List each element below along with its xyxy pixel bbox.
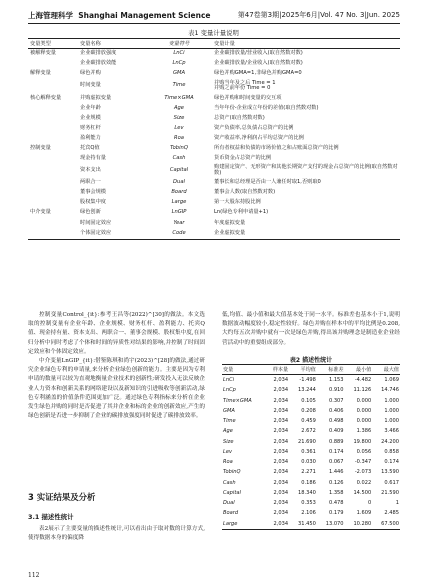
table1-cell (28, 134, 78, 144)
table2-row (222, 447, 400, 457)
table2-cell: -4.482 (354, 377, 372, 384)
table2-row (222, 416, 400, 426)
table2-row (222, 498, 400, 508)
table2-cell: 2,034 (273, 418, 289, 425)
running-header (28, 8, 400, 23)
descriptive-stats-paragraph: 表2展示了主要变量的描述性统计,可以看出由于取对数的计算方式,使得数据本身的偏度降 (28, 526, 205, 542)
table2-cell: 0.361 (301, 448, 316, 455)
table2-cell: 0.307 (328, 397, 344, 404)
table2-cell: 18.340 (298, 489, 316, 496)
table1-header-cell: 变量类型 (28, 39, 78, 49)
table2-title: 表2 描述性统计 (289, 357, 333, 364)
table2-cell: 2,034 (273, 469, 289, 476)
table2-cell: 14.500 (353, 489, 372, 496)
table2-row (222, 375, 400, 386)
table1-cell: 资本支出 (80, 167, 101, 174)
table1-cell: 股权集中度 (80, 199, 106, 206)
table2-cell: 0.056 (356, 448, 372, 455)
table1-cell (28, 113, 78, 123)
table1-cell: Roa (174, 134, 184, 141)
table1-header-cell: 变量计量 (212, 39, 400, 49)
table1-cell: 董事会规模 (80, 189, 106, 196)
table1-row (28, 69, 400, 79)
table2-row (222, 457, 400, 467)
table2-cell: 2.271 (301, 469, 316, 476)
table2-cell: 31.450 (289, 519, 317, 530)
table1-cell: 被解释变量 (30, 50, 56, 57)
table2-cell: Large (222, 519, 265, 530)
table1-cell (28, 198, 78, 208)
table2-cell: 2,034 (273, 407, 289, 414)
table2-cell: 0.000 (356, 397, 372, 404)
table2-cell: 0.208 (301, 407, 316, 414)
subsection-heading: 3.1 描述性统计 (28, 513, 74, 521)
table2-row (222, 396, 400, 406)
mediator-variable-paragraph: 中介变量LnGIP_{it}:借鉴陈琪和尚宇(2023)^[28]的做法,通过研究企业绿色专利的申请量,来分析企业绿色创新的能力。主要是因为专利申请的数量可以较为直观地衡量企业技术的创新性;研发投入无法反映企业人力资本和创新关系的网络建设以及新知识的引进吸收等创新活动,绿色专利涵盖的价值条件范围更加广泛。通过绿色专利指标来分析在企业发生绿色并购的同时是否促进了其并企业和标的企业的创新效应,产生的绿色创新是否进一步抑制了企业的碳排放强度同时促进了碳排放效率。 (28, 358, 205, 420)
table1-cell: 绿色并购GMA=1,非绿色并购GMA=0 (214, 70, 302, 77)
table1-row (28, 188, 400, 198)
table2-cell: 2,034 (273, 377, 289, 384)
table2-cell: 2.485 (384, 510, 399, 517)
table2-cell: 2,034 (273, 479, 289, 486)
table1-cell (28, 59, 78, 69)
table1-cell: 核心解释变量 (30, 94, 62, 101)
table2-cell: 0.858 (384, 448, 399, 455)
table2-cell: 21.590 (381, 489, 399, 496)
table1-cell: 资产负债率,总负债占总资产的比例 (214, 124, 294, 131)
table1-row (28, 49, 400, 60)
table2-cell: 2,034 (273, 397, 289, 404)
table1-row (28, 113, 400, 123)
stats-discussion-paragraph: 低,均值、最小值和最大值基本处于同一水平。标准差也基本小于1,说明数据波动幅度较小,稳定性较好。绿色并购在样本中的平均比例是0.208,大约每五次并购中就有一次是绿色并购,得出该并购理念是制造业企业经营活动中的重要组成部分。 (222, 312, 400, 346)
table1-cell: Capital (169, 167, 189, 174)
table2-cell: Dual (223, 500, 235, 507)
table1-cell: 两职合一 (80, 179, 101, 186)
table1-header-cell: 变量符号 (146, 39, 212, 49)
table2-header-cell: 最小值 (345, 365, 373, 375)
table2-cell: 2,034 (273, 489, 289, 496)
table1-cell: Ln(绿色专利申请量+1) (214, 209, 269, 216)
table2-cell: Size (223, 438, 234, 445)
table2-cell: 0.406 (328, 407, 344, 414)
table1-cell: 绿色并购和时间变量的交互项 (214, 94, 282, 101)
table1-row (28, 218, 400, 228)
table2-cell: 2,034 (273, 448, 289, 455)
table1-cell: 财务杠杆 (80, 124, 101, 131)
table2-cell: 0.030 (301, 459, 316, 466)
table2-cell: 0.498 (328, 418, 344, 425)
table1-cell: Lev (174, 124, 184, 131)
table1-row (28, 124, 400, 134)
table2-header-cell: 标准差 (317, 365, 345, 375)
table2-cell: 2.106 (301, 510, 316, 517)
table1-cell: Year (173, 219, 185, 226)
table2-cell: TobinQ (223, 469, 241, 476)
table2-row (222, 426, 400, 436)
table2-row (222, 519, 400, 530)
table2-cell: 21.690 (298, 438, 316, 445)
table1-cell: 绿色创新 (80, 209, 101, 216)
table1-row (28, 59, 400, 69)
table1-cell: Large (171, 199, 187, 206)
table2-cell: 11.126 (353, 387, 372, 394)
table2-cell: 1.000 (384, 397, 399, 404)
table1-cell: 董事会人数(取自然数对数) (214, 189, 276, 196)
section-heading: 3 实证结果及分析 (28, 492, 96, 502)
table2-cell: 0.186 (301, 479, 316, 486)
table1-cell: 企业碳排放强度 (80, 50, 117, 57)
table2-cell: 0.353 (301, 500, 316, 507)
table2-cell: 0.910 (328, 387, 344, 394)
table1-cell: 企业年龄 (80, 104, 101, 111)
table1-title: 表1 变量计量说明 (188, 29, 239, 37)
table2-cell: 0.000 (356, 418, 372, 425)
table2-cell: 67.500 (372, 519, 400, 530)
table2-header-cell: 平均值 (289, 365, 317, 375)
table2-cell: 0.889 (328, 438, 344, 445)
table2-cell: 24.200 (381, 438, 399, 445)
table2-cell: Roa (223, 459, 233, 466)
table2-cell: 2,034 (273, 387, 289, 394)
table2-cell: 13.244 (298, 387, 316, 394)
table2-cell: 13.070 (317, 519, 345, 530)
table2-cell: Capital (223, 489, 241, 496)
page-number: 112 (28, 572, 40, 579)
table2-cell: 1.609 (356, 510, 372, 517)
table2-cell: LnCp (223, 387, 236, 394)
table1-cell: 控制变量 (30, 145, 51, 151)
table2-row (222, 467, 400, 477)
table2-cell: 2,034 (265, 519, 289, 530)
table2-cell: Lev (223, 448, 232, 455)
table1-cell: 企业规模 (80, 114, 101, 121)
table1-cell: 当年年份-企业成立年份的差值(取自然数对数) (214, 104, 319, 111)
table1-cell (28, 154, 78, 164)
table1-cell: 盈利能力 (80, 134, 101, 141)
table1-cell (28, 228, 78, 239)
table1-cell: Cash (172, 155, 186, 162)
table2-cell: 1.358 (328, 489, 344, 496)
table1-cell: Dual (173, 179, 185, 186)
table2-cell: 2,034 (273, 500, 289, 507)
table2-row (222, 406, 400, 416)
table2-cell: Time (223, 418, 236, 425)
table1-row (28, 134, 400, 144)
table2-cell: Time×GMA (223, 397, 252, 404)
table2-cell: 13.590 (381, 469, 399, 476)
table1-cell: 企业碳排放量/营业收入(取自然数对数) (214, 50, 303, 57)
table1-cell (28, 124, 78, 134)
table1-cell: 并购当年及之后 Time = 1 并购之前年份 Time = 0 (214, 79, 276, 92)
journal-title: 上海管理科学 Shanghai Management Science (28, 11, 211, 20)
descriptive-stats-table (222, 364, 400, 530)
table1-row (28, 208, 400, 218)
table2-header-cell: 变量 (222, 365, 265, 375)
table1-cell: 时间变量 (80, 82, 101, 89)
table2-cell: 1.000 (384, 407, 399, 414)
table1-cell: 第一大股东持股比例 (214, 199, 261, 206)
table2-cell: Age (223, 428, 233, 435)
table2-cell: 0.478 (328, 500, 344, 507)
table2-cell: GMA (223, 407, 235, 414)
table1-cell: 托宾Q值 (80, 145, 100, 151)
table2-cell: 2,034 (273, 428, 289, 435)
table1-cell: 并购虚拟变量 (80, 94, 112, 101)
table1-cell: 中介变量 (30, 209, 51, 216)
table2-cell: 14.746 (381, 387, 399, 394)
table1-cell: 企业虚拟变量 (212, 228, 400, 239)
table2-cell: -2.073 (354, 469, 372, 476)
table1-cell: 时间固定效应 (80, 219, 112, 226)
table2-cell: 0 (368, 500, 372, 507)
table1-cell (28, 178, 78, 188)
table2-cell: 0.409 (328, 428, 344, 435)
table1-cell (28, 164, 78, 178)
table1-cell: LnCp (172, 60, 186, 67)
table1-cell: 货币资金占总资产的比例 (214, 155, 272, 162)
table2-cell: 0.105 (301, 397, 316, 404)
table1-cell: 所有者权益和负债的市场价值之和占账面总资产的比例 (214, 145, 339, 151)
table2-cell: 19.800 (353, 438, 372, 445)
table1-cell: 个体固定效应 (78, 228, 146, 239)
table1-cell: 年度虚拟变量 (214, 219, 246, 226)
table2-cell: 0.067 (328, 459, 344, 466)
table2-cell: 1.069 (384, 377, 399, 384)
table1-row (28, 144, 400, 154)
table2-cell: 2,034 (273, 438, 289, 445)
table2-cell: LnCi (223, 377, 235, 384)
table2-header-cell: 最大值 (372, 365, 400, 375)
left-column-text (28, 311, 205, 421)
issue-info: 第47卷第3期|2025年6月|Vol. 47 No. 3|Jun. 2025 (237, 11, 400, 19)
table2-cell: 0.174 (328, 448, 344, 455)
table1-header-cell: 变量名称 (78, 39, 146, 49)
table2-cell: 0.022 (356, 479, 372, 486)
table2-header-cell: 样本量 (265, 365, 289, 375)
table1-row (28, 164, 400, 178)
table2-cell: -1.498 (299, 377, 316, 384)
table2-cell: 0.174 (384, 459, 399, 466)
table1-row (28, 93, 400, 103)
table1-row (28, 154, 400, 164)
table2-cell: 0.179 (328, 510, 344, 517)
table2-cell: 0.000 (356, 407, 372, 414)
table2-row (222, 488, 400, 498)
table1-cell (28, 188, 78, 198)
table2-cell: 2,034 (273, 459, 289, 466)
table1-row (28, 198, 400, 208)
table1-row (28, 178, 400, 188)
table1-row (28, 79, 400, 93)
table1-cell: 企业碳排放量/企业收入(取自然数对数) (214, 60, 303, 67)
table2-cell: 0.617 (384, 479, 399, 486)
table1-cell: LnGIP (171, 209, 187, 216)
table1-cell: 企业碳排放效能 (80, 60, 117, 67)
table1-cell: 购建固定资产、无形资产和其他长期资产支付的现金占总资产的比例(取自然数对数) (214, 164, 398, 176)
table2-cell: 1.386 (356, 428, 372, 435)
table2-cell: 2.672 (301, 428, 316, 435)
variable-definition-table (28, 38, 400, 240)
table1-row (28, 103, 400, 113)
table2-row (222, 508, 400, 518)
table1-cell: 解释变量 (30, 70, 51, 77)
table1-cell: 现金持有量 (80, 155, 106, 162)
table2-cell: 1.446 (328, 469, 344, 476)
table1-cell: Board (171, 189, 187, 196)
table2-cell: -0.347 (354, 459, 372, 466)
table1-cell (28, 79, 78, 93)
table1-cell: 资产收益率,净利润占平均总资产的比例 (214, 134, 304, 141)
table1-row (28, 228, 400, 239)
table2-cell: Board (223, 510, 239, 517)
table2-cell: 1.153 (328, 377, 344, 384)
table1-cell (28, 218, 78, 228)
left-column-text-2 (28, 525, 205, 543)
table1-cell: 总资产(取自然数对数) (214, 114, 265, 121)
table1-cell: LnCi (173, 50, 185, 57)
table2-cell: 1.000 (384, 418, 399, 425)
table2-cell: 0.459 (301, 418, 316, 425)
table2-row (222, 385, 400, 395)
table2-cell: 3.466 (384, 428, 399, 435)
table2-cell: 2,034 (273, 510, 289, 517)
table1-cell: Age (173, 104, 185, 111)
table2-cell: 1 (395, 500, 399, 507)
control-variable-paragraph: 控制变量Control_{it}:参考王昌等(2022)^[30]的做法。本文选取的控制变量有企业年龄、企业规模、财务杠杆、盈利能力、托宾Q值、现金持有量、资本支出、两职合一、董事会规模、股权集中度,在回归分析中同时考虑了个体和时间的异质性对结果的影响,并控制了时间固定效应和个体固定效应。 (28, 312, 205, 355)
table1-cell: Code (146, 228, 212, 239)
table2-cell: 10.280 (345, 519, 373, 530)
table1-cell: Time (172, 82, 186, 89)
table1-cell: Size (173, 114, 185, 121)
table2-cell: 0.126 (328, 479, 344, 486)
header-rule (28, 23, 400, 24)
right-column-text (222, 311, 400, 348)
table1-cell: GMA (172, 70, 186, 77)
table1-cell: 董事长和总经理是否由一人兼任时取1,否则取0 (214, 179, 321, 186)
table1-cell (28, 103, 78, 113)
table1-cell: TobinQ (170, 145, 188, 151)
table2-row (222, 437, 400, 447)
table2-row (222, 478, 400, 488)
table1-cell: Time×GMA (164, 94, 194, 101)
table1-cell: 绿色并购 (80, 70, 101, 77)
table2-cell: Cash (223, 479, 236, 486)
